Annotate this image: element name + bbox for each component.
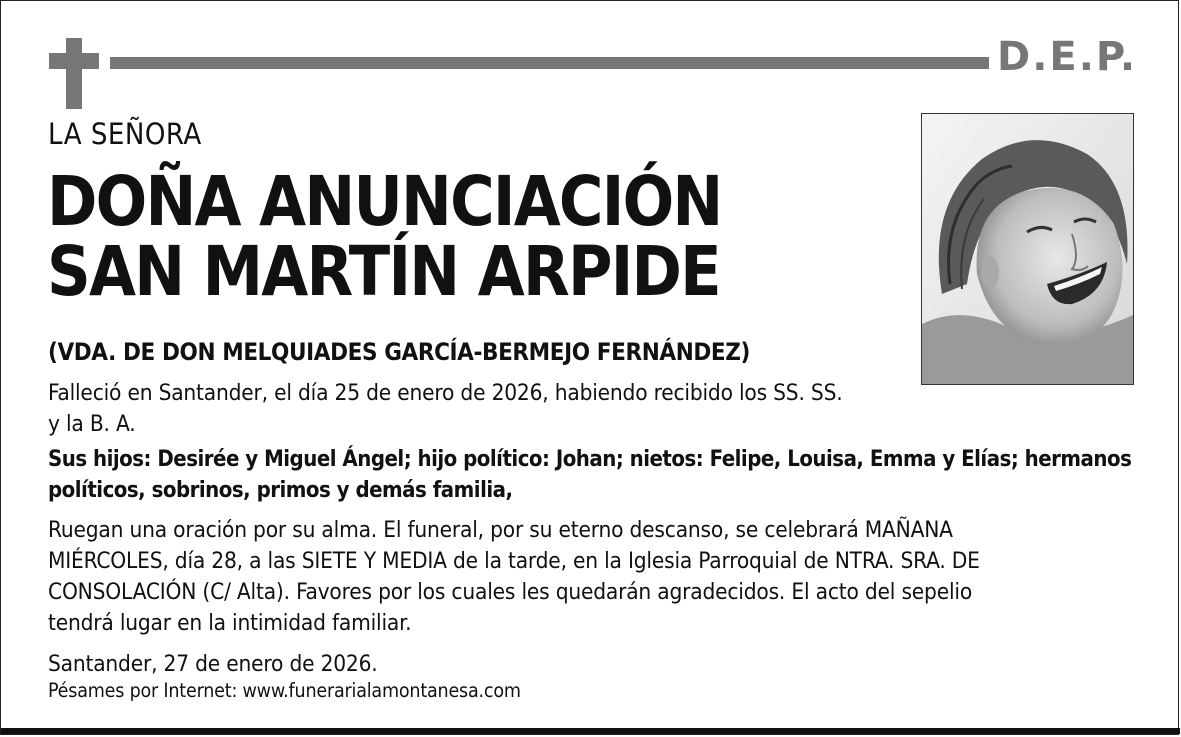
dep-label: D.E.P. [997, 34, 1138, 80]
name-line-2: SAN MARTÍN ARPIDE [47, 232, 720, 313]
funeral-line-4: tendrá lugar en la intimidad familiar. [48, 610, 412, 636]
cross-icon [66, 38, 82, 109]
family-line-1: Sus hijos: Desirée y Miguel Ángel; hijo político: Johan; nietos: Felipe, Louisa, Emma y Elías; hermanos [48, 447, 1132, 472]
family-line-2: políticos, sobrinos, primos y demás familia, [48, 478, 513, 503]
funeral-details [48, 515, 1138, 639]
place-date: Santander, 27 de enero de 2026. [48, 651, 378, 677]
funeral-line-2: MIÉRCOLES, día 28, a las SIETE Y MEDIA de la tarde, en la Iglesia Parroquial de NTRA. SRA. DE [48, 548, 980, 574]
honorific: LA SEÑORA [48, 117, 202, 151]
death-line-1: Falleció en Santander, el día 25 de enero de 2026, habiendo recibido los SS. SS. [48, 380, 843, 406]
family-list [48, 444, 1158, 506]
portrait-photo [921, 113, 1134, 385]
deceased-name [47, 162, 813, 313]
death-announcement [48, 378, 948, 440]
bottom-border [1, 728, 1180, 734]
funeral-line-1: Ruegan una oración por su alma. El funeral, por su eterno descanso, se celebrará MAÑANA [48, 517, 953, 543]
widow-of: (VDA. DE DON MELQUIADES GARCÍA-BERMEJO FERNÁNDEZ) [48, 338, 750, 366]
funeral-line-3: CONSOLACIÓN (C/ Alta). Favores por los cuales les quedarán agradecidos. El acto del sepelio [48, 579, 972, 605]
death-line-2: y la B. A. [48, 411, 136, 437]
condolences-link[interactable]: Pésames por Internet: www.funerarialamontanesa.com [48, 679, 521, 702]
name-line-1: DOÑA ANUNCIACIÓN [47, 162, 722, 242]
header-rule [110, 57, 989, 69]
cross-icon-arm [49, 53, 99, 69]
